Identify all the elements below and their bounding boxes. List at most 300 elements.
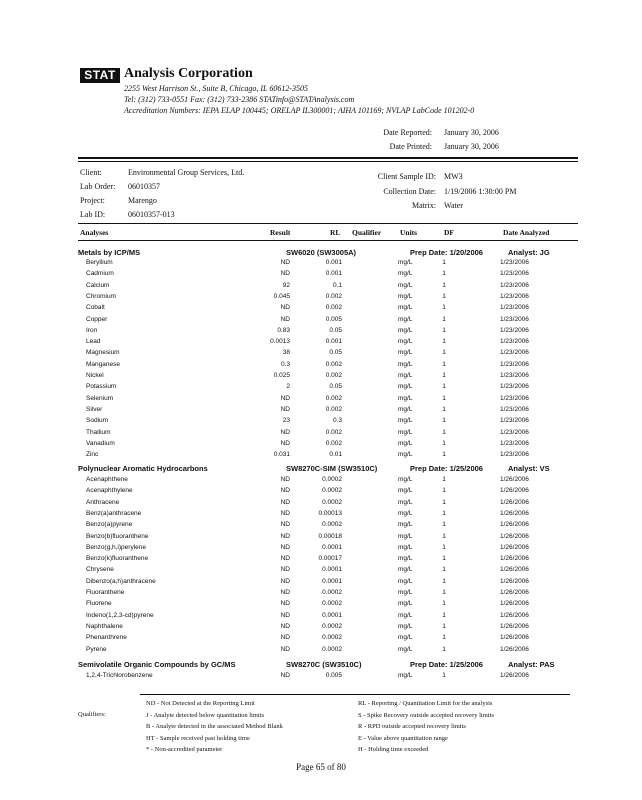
cell-result: 92 <box>282 281 290 289</box>
cell-analyte: Copper <box>86 315 108 323</box>
cell-units: mg/L <box>398 349 413 357</box>
cell-date: 1/23/2006 <box>500 304 529 312</box>
cell-df: 1 <box>442 428 446 436</box>
qualifier-item: R - RPD outside accepted recovery limits <box>358 723 466 730</box>
section-analyst: Analyst: VS <box>508 464 550 473</box>
table-row <box>0 510 642 521</box>
table-row <box>0 533 642 544</box>
cell-date: 1/26/2006 <box>500 577 529 585</box>
table-row <box>0 499 642 510</box>
cell-result: ND <box>280 611 290 619</box>
qualifier-item: * - Non-accredited parameter <box>146 746 223 753</box>
lab-order-value: 06010357 <box>128 182 160 191</box>
cell-units: mg/L <box>398 383 413 391</box>
cell-rl: 0.002 <box>325 439 342 447</box>
cell-date: 1/26/2006 <box>500 476 529 483</box>
cell-date: 1/26/2006 <box>500 589 529 596</box>
table-row <box>0 349 642 360</box>
cell-analyte: Benzo(a)pyrene <box>86 521 133 529</box>
cell-analyte: Anthracene <box>86 498 120 506</box>
cell-date: 1/26/2006 <box>500 672 529 679</box>
matrix-value: Water <box>444 201 463 210</box>
qualifiers-divider <box>140 694 570 695</box>
cell-df: 1 <box>442 600 446 608</box>
cell-rl: 0.01 <box>329 451 342 459</box>
col-analyses: Analyses <box>80 228 109 237</box>
cell-df: 1 <box>442 259 446 266</box>
table-row <box>0 327 642 338</box>
cell-analyte: Cobalt <box>86 304 105 312</box>
cell-result: 0.025 <box>273 372 290 379</box>
accreditation-numbers: Accreditation Numbers: IEPA ELAP 100445; ORELAP IL300001; AIHA 101169; NVLAP LabCode 101202-0 <box>124 106 475 115</box>
cell-result: ND <box>280 270 290 278</box>
cell-units: mg/L <box>398 315 413 323</box>
cell-date: 1/23/2006 <box>500 281 529 289</box>
column-header-divider <box>78 240 578 241</box>
cell-result: ND <box>280 555 290 563</box>
cell-date: 1/23/2006 <box>500 405 529 413</box>
cell-result: ND <box>280 532 290 540</box>
cell-analyte: Indeno(1,2,3-cd)pyrene <box>86 611 154 619</box>
cell-df: 1 <box>442 270 446 278</box>
cell-date: 1/23/2006 <box>500 338 529 346</box>
cell-df: 1 <box>442 326 446 334</box>
cell-units: mg/L <box>398 622 413 630</box>
cell-result: ND <box>280 304 290 312</box>
cell-rl: 0.3 <box>332 417 342 425</box>
cell-units: mg/L <box>398 439 413 447</box>
cell-analyte: Naphthalene <box>86 622 123 630</box>
table-row <box>0 316 642 327</box>
cell-analyte: Selenium <box>86 394 114 402</box>
cell-df: 1 <box>442 645 446 653</box>
page-number: Page 65 of 80 <box>296 762 346 772</box>
cell-rl: 0.05 <box>329 383 342 391</box>
col-qualifier: Qualifier <box>352 228 382 237</box>
qualifier-item: J - Analyte detected below quantitation limits <box>146 711 265 719</box>
cell-df: 1 <box>442 555 446 563</box>
cell-result: 2 <box>286 383 290 391</box>
cell-rl: 0.002 <box>325 360 342 368</box>
cell-result: ND <box>280 439 290 447</box>
section-name: Metals by ICP/MS <box>78 248 141 257</box>
cell-rl: 0.0002 <box>322 645 342 653</box>
table-row <box>0 623 642 634</box>
cell-df: 1 <box>442 521 446 529</box>
cell-units: mg/L <box>398 326 413 334</box>
cell-rl: 0.002 <box>325 405 342 413</box>
cell-units: mg/L <box>398 292 413 300</box>
table-row <box>0 282 642 293</box>
cell-date: 1/23/2006 <box>500 439 529 447</box>
company-address: 2255 West Harrison St., Suite B, Chicago, IL 60612-3505 <box>124 84 309 93</box>
date-printed-label: Date Printed: <box>389 142 432 151</box>
col-result: Result <box>270 228 291 237</box>
table-row <box>0 612 642 623</box>
table-row <box>0 304 642 315</box>
cell-date: 1/26/2006 <box>500 543 529 551</box>
col-df: DF <box>444 228 454 237</box>
section-prep-date: Prep Date: 1/25/2006 <box>410 464 483 473</box>
cell-result: ND <box>280 498 290 506</box>
cell-analyte: 1,2,4-Trichlorobenzene <box>86 672 153 679</box>
cell-df: 1 <box>442 577 446 585</box>
cell-units: mg/L <box>398 281 413 289</box>
date-printed-value: January 30, 2006 <box>444 142 499 151</box>
client-value: Environmental Group Services, Ltd. <box>128 168 245 177</box>
section-prep-date: Prep Date: 1/20/2006 <box>410 248 483 257</box>
collection-date-value: 1/19/2006 1:30:00 PM <box>444 187 517 196</box>
cell-units: mg/L <box>398 611 413 619</box>
cell-df: 1 <box>442 304 446 312</box>
cell-analyte: Pyrene <box>86 645 107 653</box>
cell-analyte: Benzo(k)fluoranthene <box>86 555 149 563</box>
table-row <box>0 417 642 428</box>
collection-date-label: Collection Date: <box>383 187 436 196</box>
header-divider-thin <box>78 161 578 162</box>
cell-rl: 0.1 <box>332 281 342 289</box>
cell-rl: 0.002 <box>325 394 342 402</box>
cell-result: ND <box>280 487 290 495</box>
cell-df: 1 <box>442 622 446 630</box>
cell-rl: 0.00018 <box>318 532 342 540</box>
company-name: Analysis Corporation <box>124 66 253 81</box>
cell-result: ND <box>280 634 290 642</box>
cell-date: 1/23/2006 <box>500 349 529 357</box>
project-value: Marengo <box>128 196 157 205</box>
cell-df: 1 <box>442 532 446 540</box>
cell-result: 0.83 <box>277 326 290 334</box>
cell-rl: 0.001 <box>325 338 342 346</box>
cell-units: mg/L <box>398 589 413 596</box>
table-row <box>0 544 642 555</box>
cell-units: mg/L <box>398 372 413 379</box>
cell-units: mg/L <box>398 555 413 563</box>
cell-result: ND <box>280 315 290 323</box>
cell-analyte: Lead <box>86 338 101 346</box>
cell-result: ND <box>280 394 290 402</box>
col-units: Units <box>400 228 418 237</box>
cell-df: 1 <box>442 487 446 495</box>
qualifier-item: RL - Reporting / Quantitation Limit for the analysis <box>358 700 493 707</box>
table-row <box>0 646 642 657</box>
cell-units: mg/L <box>398 270 413 278</box>
date-reported-label: Date Reported: <box>383 128 432 137</box>
cell-df: 1 <box>442 476 446 483</box>
section-prep-date: Prep Date: 1/25/2006 <box>410 660 483 669</box>
cell-units: mg/L <box>398 428 413 436</box>
cell-df: 1 <box>442 509 446 517</box>
header-divider <box>78 157 578 159</box>
qualifier-item: HT - Sample received past holding time <box>146 734 250 742</box>
table-row <box>0 672 642 683</box>
table-row <box>0 429 642 440</box>
table-row <box>0 578 642 589</box>
cell-date: 1/23/2006 <box>500 315 529 323</box>
section-method: SW8270C (SW3510C) <box>286 660 362 669</box>
cell-rl: 0.0002 <box>322 589 342 596</box>
cell-result: ND <box>280 428 290 436</box>
cell-date: 1/26/2006 <box>500 600 529 608</box>
cell-rl: 0.002 <box>325 304 342 312</box>
cell-units: mg/L <box>398 304 413 312</box>
cell-units: mg/L <box>398 532 413 540</box>
cell-result: 38 <box>282 349 290 357</box>
qualifier-item: B - Analyte detected in the associated Method Blank <box>146 723 283 730</box>
cell-rl: 0.002 <box>325 292 342 300</box>
cell-rl: 0.05 <box>329 326 342 334</box>
cell-analyte: Phenanthrene <box>86 634 127 642</box>
section-header <box>0 660 642 672</box>
table-row <box>0 521 642 532</box>
table-row <box>0 589 642 600</box>
cell-result: 0.031 <box>273 451 290 459</box>
cell-rl: 0.0001 <box>322 577 342 585</box>
cell-date: 1/26/2006 <box>500 487 529 495</box>
cell-rl: 0.0001 <box>322 543 342 551</box>
cell-analyte: Chrysene <box>86 566 114 574</box>
cell-df: 1 <box>442 383 446 391</box>
cell-analyte: Acenaphthene <box>86 476 128 483</box>
table-row <box>0 395 642 406</box>
cell-date: 1/26/2006 <box>500 555 529 563</box>
cell-rl: 0.005 <box>325 315 342 323</box>
cell-result: ND <box>280 672 290 679</box>
cell-date: 1/23/2006 <box>500 372 529 379</box>
cell-analyte: Dibenzo(a,h)anthracene <box>86 577 156 585</box>
cell-date: 1/23/2006 <box>500 360 529 368</box>
cell-df: 1 <box>442 360 446 368</box>
table-row <box>0 555 642 566</box>
cell-units: mg/L <box>398 451 413 459</box>
cell-analyte: Silver <box>86 405 103 413</box>
cell-result: ND <box>280 645 290 653</box>
cell-date: 1/26/2006 <box>500 645 529 653</box>
cell-analyte: Cadmium <box>86 270 114 278</box>
cell-df: 1 <box>442 349 446 357</box>
table-row <box>0 372 642 383</box>
cell-analyte: Acenaphthylene <box>86 487 133 495</box>
table-row <box>0 634 642 645</box>
cell-result: ND <box>280 405 290 413</box>
table-row <box>0 361 642 372</box>
cell-units: mg/L <box>398 498 413 506</box>
cell-rl: 0.00013 <box>318 509 342 517</box>
client-label: Client: <box>80 168 102 177</box>
col-rl: RL <box>330 228 341 237</box>
section-method: SW8270C-SIM (SW3510C) <box>286 464 378 473</box>
cell-df: 1 <box>442 405 446 413</box>
cell-result: ND <box>280 543 290 551</box>
cell-date: 1/23/2006 <box>500 326 529 334</box>
cell-rl: 0.0001 <box>322 566 342 574</box>
qualifier-item: S - Spike Recovery outside accepted recovery limits <box>358 711 494 719</box>
section-method: SW6020 (SW3005A) <box>286 248 357 257</box>
qualifier-item: E - Value above quantitation range <box>358 734 448 742</box>
cell-rl: 0.0002 <box>322 600 342 608</box>
cell-date: 1/23/2006 <box>500 417 529 425</box>
cell-analyte: Iron <box>86 326 98 334</box>
cell-date: 1/26/2006 <box>500 622 529 630</box>
cell-date: 1/26/2006 <box>500 611 529 619</box>
table-row <box>0 440 642 451</box>
cell-df: 1 <box>442 281 446 289</box>
cell-df: 1 <box>442 611 446 619</box>
table-row <box>0 259 642 270</box>
cell-date: 1/23/2006 <box>500 394 529 402</box>
table-row <box>0 383 642 394</box>
cell-units: mg/L <box>398 417 413 425</box>
cell-analyte: Benzo(b)fluoranthene <box>86 532 149 540</box>
cell-units: mg/L <box>398 672 413 679</box>
cell-date: 1/23/2006 <box>500 383 529 391</box>
date-reported-value: January 30, 2006 <box>444 128 499 137</box>
cell-analyte: Fluoranthene <box>86 589 125 596</box>
cell-analyte: Potassium <box>86 383 117 391</box>
qualifiers-label: Qualifiers: <box>78 711 106 718</box>
cell-date: 1/23/2006 <box>500 451 529 459</box>
cell-units: mg/L <box>398 476 413 483</box>
cell-rl: 0.0002 <box>322 476 342 483</box>
cell-df: 1 <box>442 634 446 642</box>
project-label: Project: <box>80 196 105 205</box>
stat-logo: STAT <box>80 68 120 83</box>
client-divider <box>78 223 578 224</box>
cell-analyte: Thallium <box>86 428 111 436</box>
lab-id-value: 06010357-013 <box>128 210 175 219</box>
table-row <box>0 451 642 462</box>
cell-df: 1 <box>442 439 446 447</box>
cell-result: ND <box>280 589 290 596</box>
cell-units: mg/L <box>398 566 413 574</box>
cell-result: ND <box>280 509 290 517</box>
qualifier-item: H - Holding time exceeded <box>358 746 429 753</box>
cell-units: mg/L <box>398 487 413 495</box>
cell-units: mg/L <box>398 577 413 585</box>
cell-units: mg/L <box>398 600 413 608</box>
cell-units: mg/L <box>398 405 413 413</box>
cell-rl: 0.005 <box>325 672 342 679</box>
section-name: Semivolatile Organic Compounds by GC/MS <box>78 660 236 669</box>
cell-result: ND <box>280 600 290 608</box>
section-name: Polynuclear Aromatic Hydrocarbons <box>78 464 208 473</box>
cell-rl: 0.00017 <box>318 555 342 563</box>
cell-rl: 0.0002 <box>322 521 342 529</box>
cell-analyte: Magnesium <box>86 349 120 357</box>
cell-result: 23 <box>282 417 290 425</box>
cell-df: 1 <box>442 417 446 425</box>
table-row <box>0 270 642 281</box>
cell-df: 1 <box>442 589 446 596</box>
cell-analyte: Calcium <box>86 281 110 289</box>
cell-rl: 0.002 <box>325 372 342 379</box>
cell-date: 1/23/2006 <box>500 428 529 436</box>
cell-units: mg/L <box>398 543 413 551</box>
cell-date: 1/26/2006 <box>500 498 529 506</box>
table-row <box>0 406 642 417</box>
cell-units: mg/L <box>398 338 413 346</box>
qualifier-item: ND - Not Detected at the Reporting Limit <box>146 700 255 707</box>
cell-units: mg/L <box>398 509 413 517</box>
cell-result: 0.3 <box>280 360 290 368</box>
table-row <box>0 566 642 577</box>
table-row <box>0 600 642 611</box>
cell-date: 1/26/2006 <box>500 532 529 540</box>
cell-df: 1 <box>442 566 446 574</box>
cell-df: 1 <box>442 451 446 459</box>
cell-df: 1 <box>442 498 446 506</box>
client-sample-id-value: MW3 <box>444 172 463 181</box>
cell-units: mg/L <box>398 521 413 529</box>
cell-result: ND <box>280 577 290 585</box>
cell-rl: 0.0001 <box>322 611 342 619</box>
cell-rl: 0.0002 <box>322 498 342 506</box>
cell-analyte: Nickel <box>86 372 104 379</box>
cell-analyte: Benzo(g,h,i)perylene <box>86 543 146 551</box>
col-date-analyzed: Date Analyzed <box>503 228 550 237</box>
table-row <box>0 293 642 304</box>
cell-df: 1 <box>442 543 446 551</box>
company-contact: Tel: (312) 733-0551 Fax: (312) 733-2386 STATinfo@STATAnalysis.com <box>124 95 355 104</box>
cell-date: 1/26/2006 <box>500 509 529 517</box>
cell-date: 1/26/2006 <box>500 521 529 529</box>
cell-rl: 0.0002 <box>322 622 342 630</box>
cell-df: 1 <box>442 292 446 300</box>
cell-analyte: Manganese <box>86 360 120 368</box>
cell-result: ND <box>280 259 290 266</box>
cell-analyte: Chromium <box>86 292 116 300</box>
cell-result: 0.045 <box>273 292 290 300</box>
cell-units: mg/L <box>398 634 413 642</box>
lab-order-label: Lab Order: <box>80 182 116 191</box>
cell-analyte: Benz(a)anthracene <box>86 509 142 517</box>
cell-date: 1/23/2006 <box>500 259 529 266</box>
cell-rl: 0.002 <box>325 428 342 436</box>
cell-rl: 0.05 <box>329 349 342 357</box>
cell-df: 1 <box>442 394 446 402</box>
cell-df: 1 <box>442 372 446 379</box>
cell-date: 1/26/2006 <box>500 566 529 574</box>
cell-date: 1/23/2006 <box>500 292 529 300</box>
cell-rl: 0.0002 <box>322 634 342 642</box>
cell-units: mg/L <box>398 645 413 653</box>
cell-analyte: Fluorene <box>86 600 112 608</box>
cell-result: ND <box>280 476 290 483</box>
cell-rl: 0.0002 <box>322 487 342 495</box>
cell-analyte: Beryllium <box>86 259 113 266</box>
cell-date: 1/23/2006 <box>500 270 529 278</box>
cell-df: 1 <box>442 672 446 679</box>
cell-rl: 0.001 <box>325 270 342 278</box>
client-sample-id-label: Client Sample ID: <box>377 172 436 181</box>
cell-rl: 0.001 <box>325 259 342 266</box>
cell-units: mg/L <box>398 360 413 368</box>
cell-date: 1/26/2006 <box>500 634 529 642</box>
cell-result: 0.0013 <box>270 338 290 346</box>
cell-df: 1 <box>442 315 446 323</box>
cell-df: 1 <box>442 338 446 346</box>
table-row <box>0 487 642 498</box>
cell-analyte: Sodium <box>86 417 109 425</box>
matrix-label: Matrix: <box>412 201 436 210</box>
cell-units: mg/L <box>398 259 413 266</box>
cell-result: ND <box>280 622 290 630</box>
cell-analyte: Vanadium <box>86 439 115 447</box>
section-analyst: Analyst: PAS <box>508 660 555 669</box>
section-header <box>0 464 642 476</box>
table-row <box>0 476 642 487</box>
lab-id-label: Lab ID: <box>80 210 106 219</box>
